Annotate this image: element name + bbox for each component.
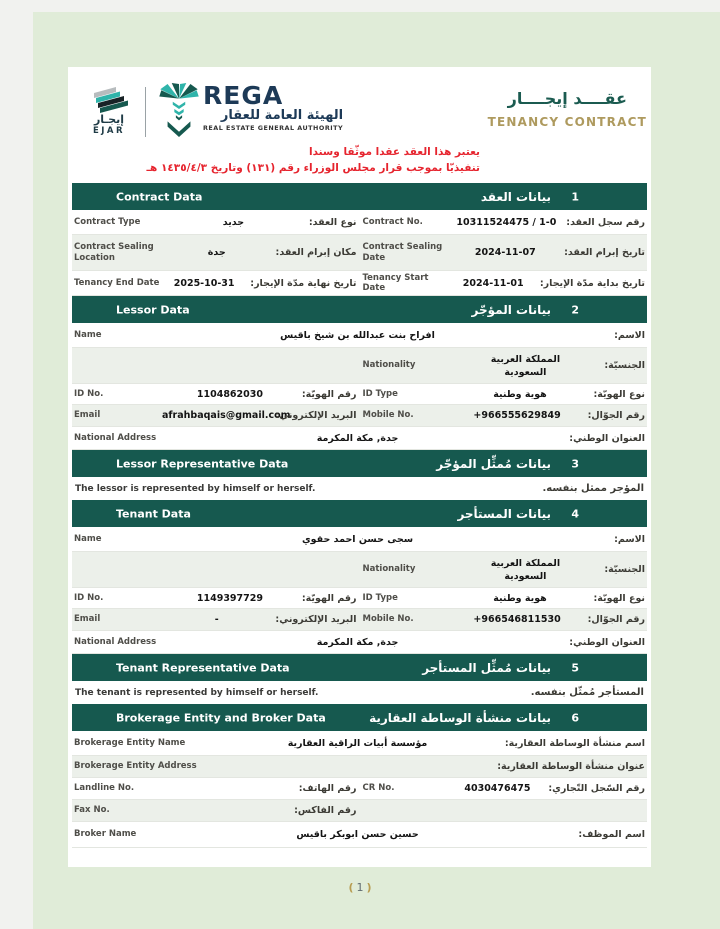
section-number: 6 [571, 711, 579, 724]
field-row [72, 348, 647, 384]
field-label-en: Contract No. [362, 216, 423, 227]
section-title-english: Tenant Representative Data [116, 661, 290, 674]
section-title-english: Lessor Data [116, 303, 190, 316]
section-header-lessor-data [72, 296, 647, 323]
field-value: حسين حسن ابوبكر باقيس [296, 829, 419, 840]
document-header [72, 81, 647, 139]
field-label-en: Email [74, 614, 101, 625]
field-value: - [214, 614, 219, 625]
field-row [72, 609, 647, 631]
field-label-en: Brokerage Entity Address [74, 761, 197, 772]
field-label-ar: نوع الهويّة: [593, 592, 645, 604]
rega-logo [158, 83, 343, 137]
field-value: 4030476475 [464, 783, 531, 794]
field-label-ar: رقم سجل العقد: [566, 216, 645, 228]
contract-title-english: TENANCY CONTRACT [487, 115, 647, 129]
section-title-arabic: بيانات مُمثِّل المستأجر [422, 660, 551, 675]
field-label-en: Contract Sealing Location [74, 242, 154, 263]
section-number: 1 [571, 190, 579, 203]
field-value: +966555629849 [473, 410, 561, 421]
field-row [72, 235, 647, 271]
field-label-en: Nationality [362, 360, 416, 371]
section-number: 5 [571, 661, 579, 674]
field-row [72, 800, 647, 822]
notice-line-1: يعتبر هذا العقد عقدا موثّقا وسندا [308, 146, 480, 158]
field-label-ar: العنوان الوطني: [569, 636, 645, 648]
rega-logo-arabic: الهيئة العامة للعقار [220, 108, 344, 123]
field-label-ar: الجنسيّة: [604, 564, 645, 575]
section-header-tenant-data [72, 500, 647, 527]
field-value: جديد [222, 216, 245, 228]
field-label-en: ID Type [362, 388, 398, 399]
field-label-ar: نوع العقد: [308, 216, 357, 228]
field-label-ar: الجنسيّة: [604, 360, 645, 371]
field-label-en: Tenancy Start Date [362, 272, 429, 293]
rega-logo-english: REAL ESTATE GENERAL AUTHORITY [203, 124, 344, 132]
field-label-ar: الاسم: [614, 329, 645, 341]
field-value: afrahbaqais@gmail.com [162, 410, 291, 421]
field-label-ar: البريد الإلكتروني: [275, 410, 357, 421]
section-title-arabic: بيانات منشأة الوساطة العقارية [369, 710, 551, 725]
field-row [72, 427, 647, 450]
field-value: 1104862030 [196, 388, 263, 400]
field-value: 2025-10-31 [173, 277, 235, 289]
section-header-contract-data [72, 183, 647, 210]
logo-divider [145, 87, 146, 137]
field-row [72, 210, 647, 235]
field-value: سجى حسن احمد حقوي [301, 533, 414, 545]
field-label-ar: تاريخ بداية مدّة الإيجار: [539, 277, 645, 289]
page-number-paren-close: ) [366, 881, 372, 894]
field-value: هوية وطنية [493, 388, 547, 400]
rega-logo-text [203, 83, 343, 133]
field-value: افراح بنت عبدالله بن شيخ باقيس [280, 329, 435, 341]
section-title-english: Brokerage Entity and Broker Data [116, 711, 326, 724]
section-title-arabic: بيانات مُمثِّل المؤجّر [436, 456, 551, 471]
note-arabic: المؤجر ممثل بنفسه. [542, 483, 644, 494]
note-english: The tenant is represented by himself or herself. [75, 687, 319, 698]
section-header-tenant-representative [72, 654, 647, 681]
rega-palm-icon [158, 83, 200, 137]
field-label-en: Email [74, 410, 101, 421]
field-row [72, 778, 647, 800]
section-header-brokerage [72, 704, 647, 731]
field-value: مؤسسة أبيات الراقية العقارية [287, 737, 428, 749]
field-value: المملكة العربية السعودية [490, 353, 561, 378]
page-number-value: 1 [356, 881, 364, 894]
field-label-ar: مكان إبرام العقد: [275, 247, 357, 258]
field-value: المملكة العربية السعودية [490, 557, 561, 582]
field-value: جدة [207, 247, 226, 258]
ejar-logo-english: EJAR [92, 126, 126, 136]
field-label-ar: تاريخ إبرام العقد: [564, 247, 645, 258]
field-row [72, 731, 647, 756]
section-title-english: Contract Data [116, 190, 203, 203]
field-label-en: Broker Name [74, 829, 137, 840]
field-value: 10311524475 / 1-0 [456, 216, 557, 228]
ejar-flag-icon [87, 86, 131, 114]
field-row [72, 405, 647, 427]
field-row [72, 271, 647, 296]
field-label-en: Name [74, 533, 102, 544]
document-title [488, 89, 647, 129]
field-label-en: ID No. [74, 592, 104, 603]
field-label-ar: رقم الفاكس: [294, 805, 357, 816]
representative-note-row [72, 681, 647, 704]
field-label-en: National Address [74, 636, 157, 647]
field-label-ar: رقم الهاتف: [298, 783, 357, 794]
field-label-en: Nationality [362, 564, 416, 575]
field-label-en: Fax No. [74, 805, 110, 816]
field-label-en: Contract Type [74, 216, 141, 227]
field-label-en: CR No. [362, 783, 395, 794]
field-label-en: ID No. [74, 388, 104, 399]
field-value: 2024-11-01 [462, 277, 524, 289]
field-label-en: Mobile No. [362, 410, 414, 421]
field-row [72, 822, 647, 848]
field-value: 1149397729 [196, 592, 263, 604]
field-label-ar: اسم منشأة الوساطة العقارية: [504, 737, 645, 749]
section-title-english: Tenant Data [116, 507, 191, 520]
field-label-ar: رقم الجوّال: [587, 410, 645, 421]
field-value: هوية وطنية [493, 592, 547, 604]
field-label-ar: الاسم: [614, 533, 645, 545]
field-label-en: Landline No. [74, 783, 135, 794]
field-label-ar: العنوان الوطني: [569, 432, 645, 444]
field-label-en: Contract Sealing Date [362, 242, 443, 263]
field-label-en: National Address [74, 432, 157, 443]
section-header-lessor-representative [72, 450, 647, 477]
section-number: 4 [571, 507, 579, 520]
field-value: 2024-11-07 [474, 247, 536, 258]
field-row [72, 552, 647, 588]
field-row [72, 527, 647, 552]
field-value: جدة, مكة المكرمة [316, 432, 399, 444]
field-label-ar: رقم الهويّة: [301, 388, 357, 400]
notice-line-2: تنفيذيّا بموجب قرار مجلس الوزراء رقم (١٣١) وتاريخ ١٤٣٥/٤/٣ هـ [146, 162, 480, 174]
page-number [0, 881, 720, 894]
field-label-ar: نوع الهويّة: [593, 388, 645, 400]
note-arabic: المستأجر مُمثّل بنفسه. [530, 687, 644, 698]
rega-logo-name: REGA [203, 81, 284, 110]
field-label-ar: رقم الهويّة: [301, 592, 357, 604]
note-english: The lessor is represented by himself or herself. [75, 483, 316, 494]
field-label-ar: عنوان منشأة الوساطة العقارية: [497, 761, 645, 772]
field-row [72, 323, 647, 348]
contract-page [68, 67, 651, 867]
field-value: +966546811530 [473, 614, 561, 625]
section-title-arabic: بيانات المؤجّر [471, 302, 551, 317]
field-label-ar: رقم السّجل التّجاري: [548, 783, 645, 794]
section-number: 3 [571, 457, 579, 470]
ejar-logo-arabic: إيجـار [93, 113, 125, 126]
page-number-paren-open: ( [348, 881, 354, 894]
legal-notice [72, 144, 647, 176]
section-title-english: Lessor Representative Data [116, 457, 289, 470]
field-row [72, 384, 647, 405]
field-label-en: Tenancy End Date [74, 277, 160, 288]
ejar-logo [82, 86, 136, 136]
field-value: جدة, مكة المكرمة [316, 636, 399, 648]
section-title-arabic: بيانات العقد [480, 189, 551, 204]
field-row [72, 631, 647, 654]
field-label-ar: البريد الإلكتروني: [275, 614, 357, 625]
field-label-en: Name [74, 329, 102, 340]
section-title-arabic: بيانات المستأجر [457, 506, 551, 521]
field-label-en: Mobile No. [362, 614, 414, 625]
field-row [72, 756, 647, 778]
contract-title-arabic: عقــــد إيجــــار [507, 89, 627, 108]
field-label-ar: تاريخ نهاية مدّة الإيجار: [250, 277, 357, 289]
section-number: 2 [571, 303, 579, 316]
field-label-en: Brokerage Entity Name [74, 737, 186, 748]
field-row [72, 588, 647, 609]
field-label-ar: اسم الموظف: [578, 829, 645, 840]
field-label-en: ID Type [362, 592, 398, 603]
representative-note-row [72, 477, 647, 500]
field-label-ar: رقم الجوّال: [587, 614, 645, 625]
